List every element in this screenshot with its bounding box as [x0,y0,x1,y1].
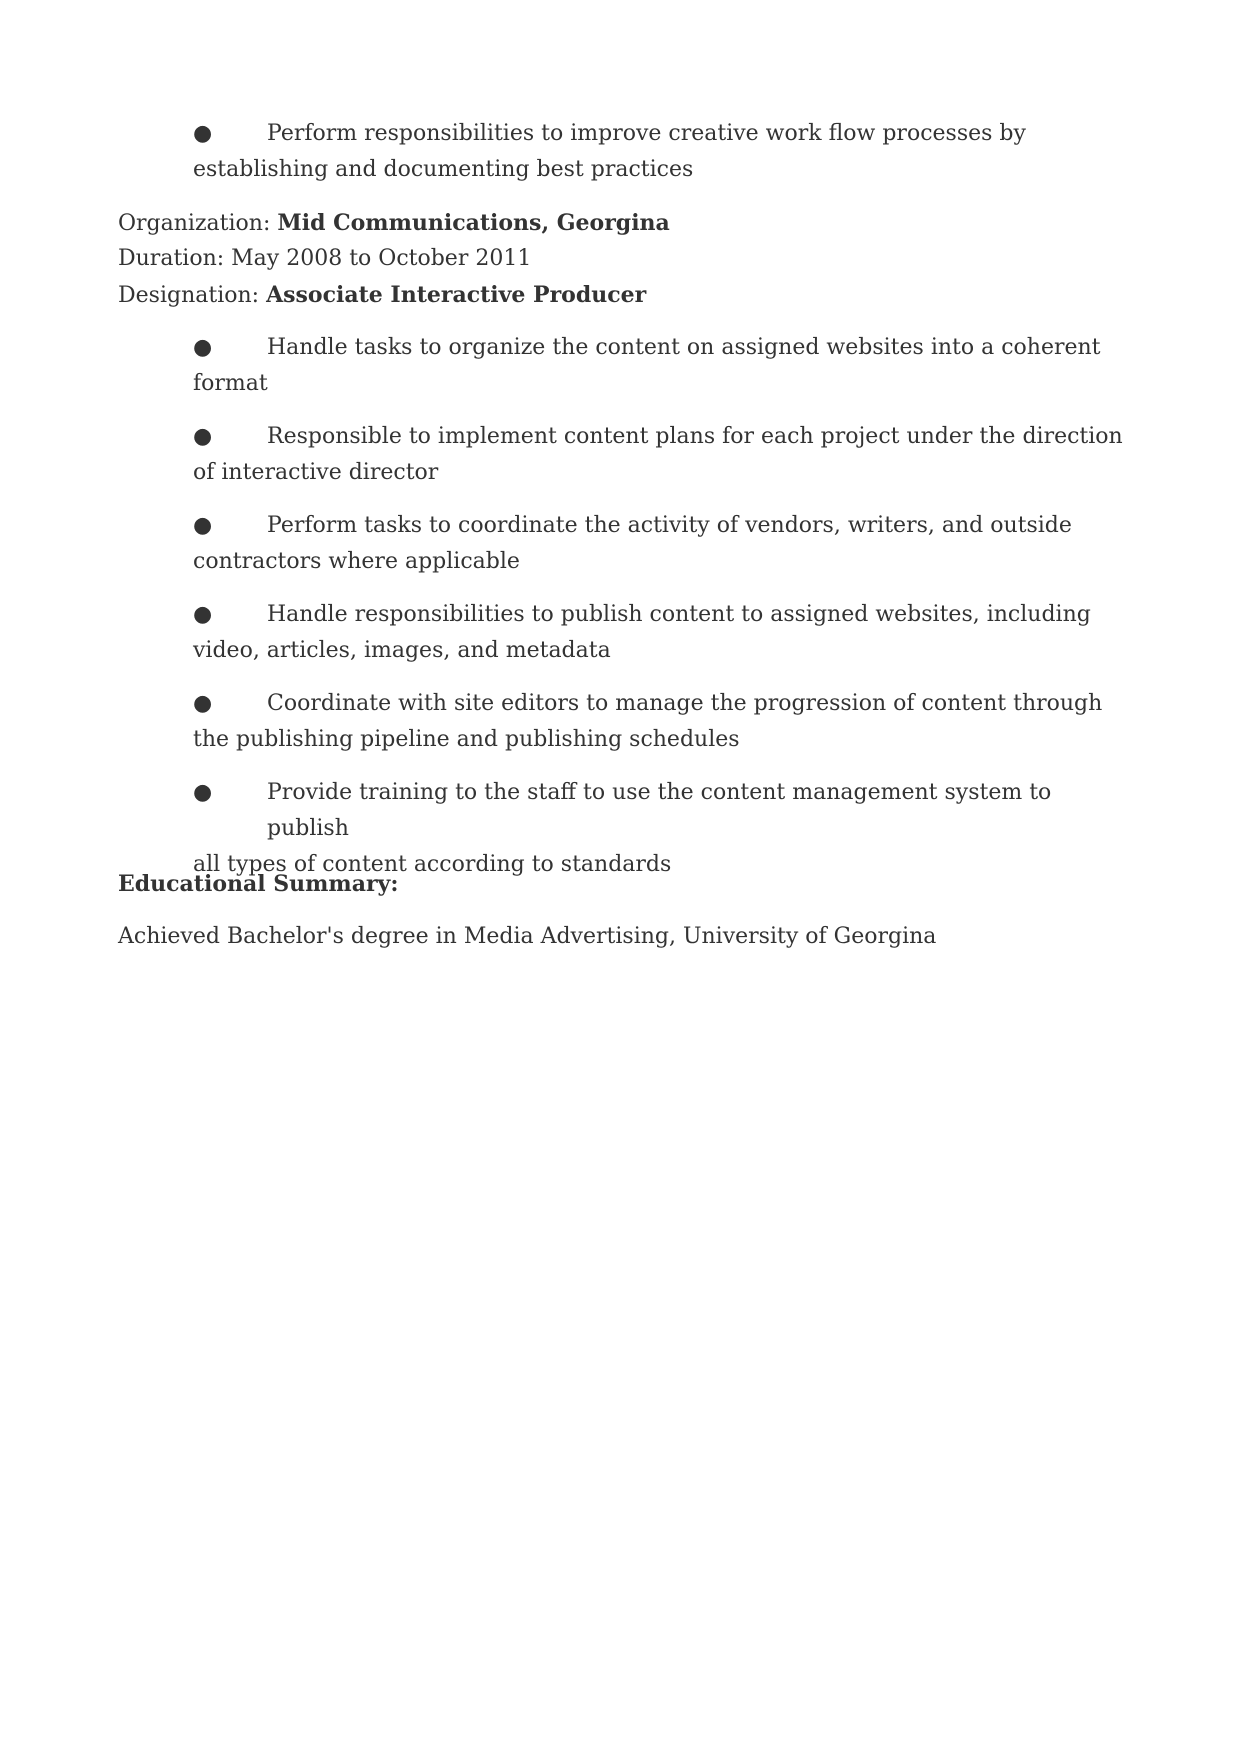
duration-label: Duration: [118,246,225,271]
bullet-icon: ● [193,602,213,627]
designation-line [118,277,646,314]
bullet-text-line2: format [193,371,268,396]
organization-label: Organization: [118,211,271,236]
education-text: Achieved Bachelor's degree in Media Advertising, University of Georgina [118,924,937,949]
designation-value: Associate Interactive Producer [266,282,647,308]
bullet-icon: ● [193,780,213,805]
bullet-text-line1: Perform tasks to coordinate the activity of vendors, writers, and outside [267,513,1072,538]
organization-value: Mid Communications, Georgina [277,210,670,236]
bullet-text-line1: Responsible to implement content plans for each project under the direction [267,424,1123,449]
list-item [193,508,1133,580]
bullet-text-line1: Handle responsibilities to publish content to assigned websites, including [267,602,1091,627]
designation-label: Designation: [118,283,260,308]
bullet-text-line1: Coordinate with site editors to manage the progression of content through [267,691,1103,716]
bullet-text-line2: contractors where applicable [193,549,520,574]
bullet-text-line1: Provide training to the staff to use the content management system to publish [267,780,1052,841]
bullet-icon: ● [193,121,213,146]
list-item [193,597,1133,669]
bullet-icon: ● [193,335,213,360]
bullet-icon: ● [193,424,213,449]
bullet-text-line2: of interactive director [193,460,439,485]
education-heading: Educational Summary: [118,871,399,897]
list-item [193,116,1133,188]
bullet-text-line1: Handle tasks to organize the content on assigned websites into a coherent [267,335,1101,360]
bullet-text-line2: video, articles, images, and metadata [193,638,611,663]
bullet-text-line2: the publishing pipeline and publishing schedules [193,727,740,752]
list-item [193,330,1133,402]
organization-line [118,205,670,242]
bullet-text-line2: all types of content according to standards [193,852,672,877]
list-item [193,419,1133,491]
bullet-icon: ● [193,513,213,538]
bullet-text-line1: Perform responsibilities to improve creative work flow processes by [267,121,1026,146]
bullet-icon: ● [193,691,213,716]
duration-line [118,241,531,277]
duration-value: May 2008 to October 2011 [231,246,532,271]
bullet-text-line2: establishing and documenting best practices [193,157,694,182]
list-item [193,686,1133,758]
